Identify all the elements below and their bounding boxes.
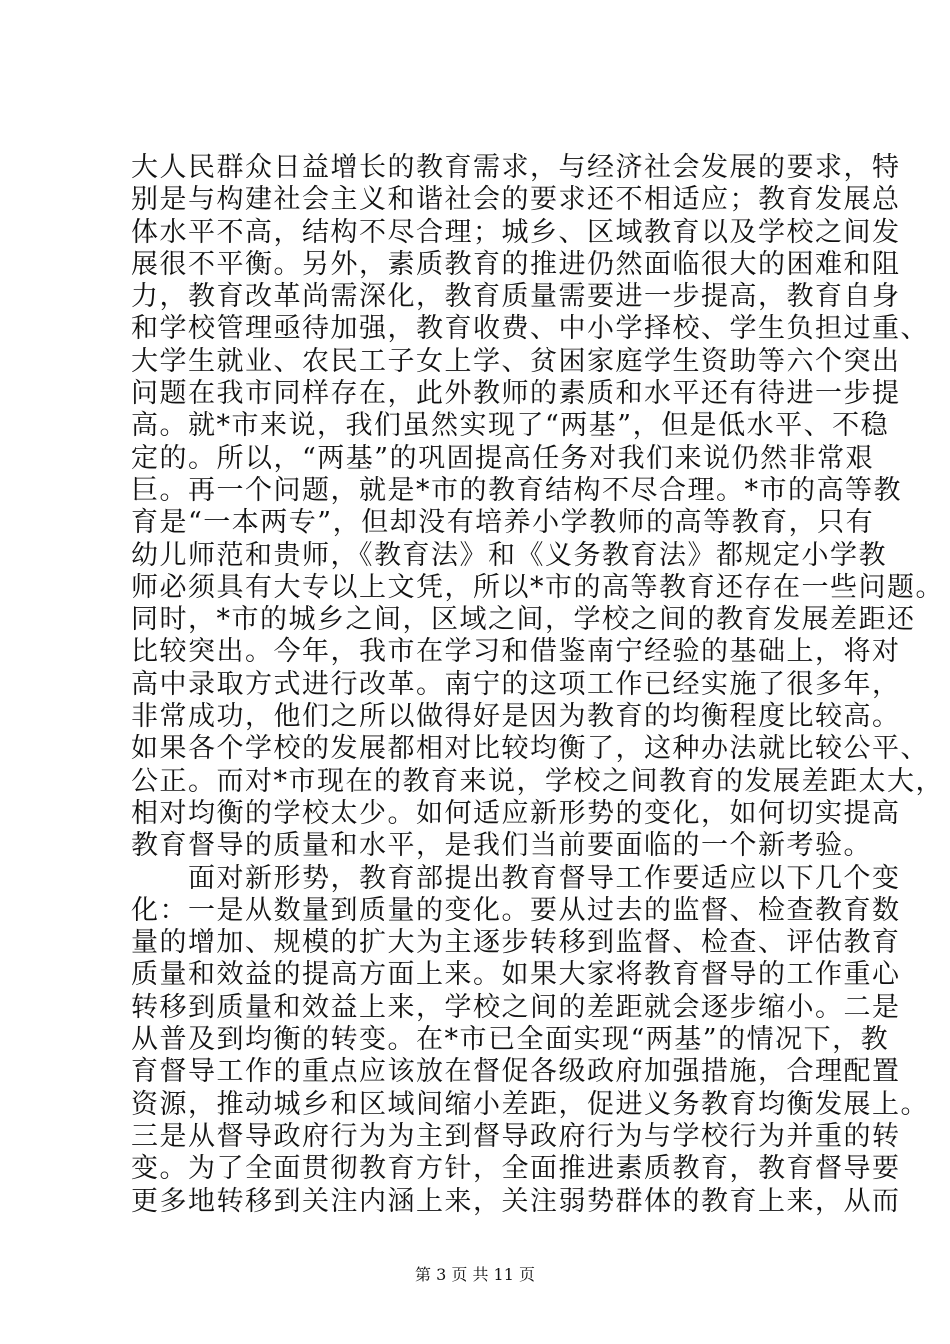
- text-line: 如果各个学校的发展都相对比较均衡了，这种办法就比较公平、: [131, 733, 929, 765]
- text-line: 巨。再一个问题，就是*市的教育结构不尽合理。*市的高等教: [131, 474, 902, 506]
- text-line: 高中录取方式进行改革。南宁的这项工作已经实施了很多年，: [131, 668, 901, 700]
- text-line: 高。就*市来说，我们虽然实现了“两基”，但是低水平、不稳: [131, 410, 890, 442]
- text-line: 别是与构建社会主义和谐社会的要求还不相适应；教育发展总: [131, 184, 901, 216]
- text-line: 从普及到均衡的转变。在*市已全面实现“两基”的情况下，教: [131, 1024, 890, 1056]
- text-line: 公正。而对*市现在的教育来说，学校之间教育的发展差距太大，: [131, 765, 944, 797]
- text-line: 教育督导的质量和水平，是我们当前要面临的一个新考验。: [131, 830, 872, 862]
- body-text: [131, 152, 944, 1218]
- text-line: 非常成功，他们之所以做得好是因为教育的均衡程度比较高。: [131, 701, 901, 733]
- text-line: 三是从督导政府行为为主到督导政府行为与学校行为并重的转: [131, 1120, 901, 1152]
- text-line: 力，教育改革尚需深化，教育质量需要进一步提高，教育自身: [131, 281, 901, 313]
- text-line: 更多地转移到关注内涵上来，关注弱势群体的教育上来，从而: [131, 1185, 901, 1217]
- text-line: 育督导工作的重点应该放在督促各级政府加强措施，合理配置: [131, 1056, 901, 1088]
- text-line: 转移到质量和效益上来，学校之间的差距就会逐步缩小。二是: [131, 991, 901, 1023]
- page-number-footer: 第 3 页 共 11 页: [415, 1265, 535, 1284]
- text-line: 变。为了全面贯彻教育方针，全面推进素质教育，教育督导要: [131, 1153, 901, 1185]
- text-line: 大学生就业、农民工子女上学、贫困家庭学生资助等六个突出: [131, 345, 901, 377]
- text-line: 大人民群众日益增长的教育需求，与经济社会发展的要求，特: [131, 152, 901, 183]
- text-line: 比较突出。今年，我市在学习和借鉴南宁经验的基础上，将对: [131, 636, 901, 668]
- text-line: 幼儿师范和贵师，《教育法》和《义务教育法》都规定小学教: [131, 539, 887, 571]
- text-line: 量的增加、规模的扩大为主逐步转移到监督、检查、评估教育: [131, 927, 901, 959]
- text-line: 资源，推动城乡和区域间缩小差距，促进义务教育均衡发展上。: [131, 1088, 929, 1120]
- text-line: 相对均衡的学校太少。如何适应新形势的变化，如何切实提高: [131, 797, 901, 829]
- text-line: 问题在我市同样存在，此外教师的素质和水平还有待进一步提: [131, 378, 901, 410]
- text-line: 化：一是从数量到质量的变化。要从过去的监督、检查教育数: [131, 894, 901, 926]
- text-line: 育是“一本两专”，但却没有培养小学教师的高等教育，只有: [131, 507, 875, 539]
- text-line: 师必须具有大专以上文凭，所以*市的高等教育还存在一些问题。: [131, 571, 944, 603]
- text-line: 质量和效益的提高方面上来。如果大家将教育督导的工作重心: [131, 959, 901, 991]
- text-line: 体水平不高，结构不尽合理；城乡、区域教育以及学校之间发: [131, 216, 901, 248]
- text-line: 同时，*市的城乡之间，区域之间，学校之间的教育发展差距还: [131, 604, 916, 636]
- text-line: 和学校管理亟待加强，教育收费、中小学择校、学生负担过重、: [131, 313, 929, 345]
- text-line: 面对新形势，教育部提出教育督导工作要适应以下几个变: [131, 862, 901, 894]
- text-line: 展很不平衡。另外，素质教育的推进仍然面临很大的困难和阻: [131, 248, 901, 280]
- text-line: 定的。所以，“两基”的巩固提高任务对我们来说仍然非常艰: [131, 442, 875, 474]
